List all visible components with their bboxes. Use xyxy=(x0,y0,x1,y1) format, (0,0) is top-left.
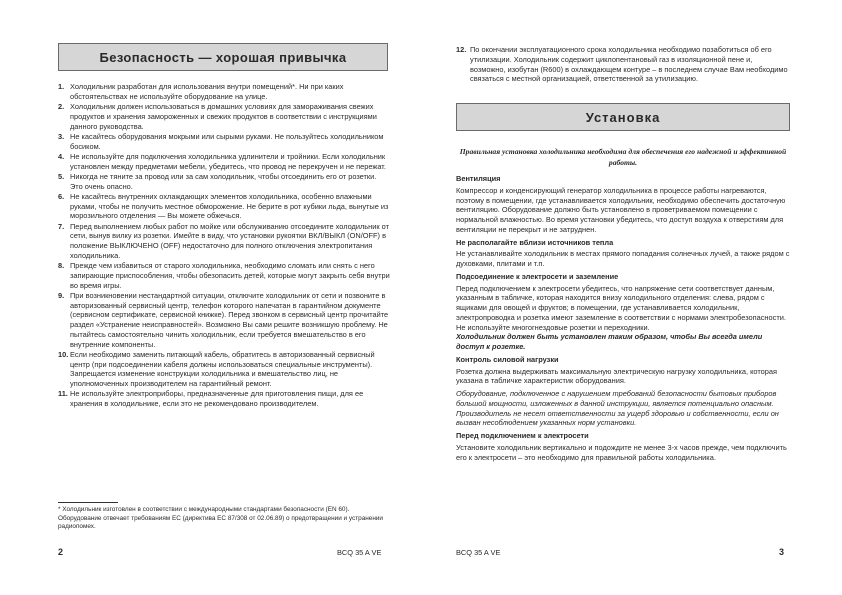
item-number: 2. xyxy=(58,102,65,111)
item-text: Не касайтесь внутренних охлаждающих элементов холодильника, особенно влажными руками, чтобы не получить местное обморожение. Не берите в рот кубики льда, вынутые из морозильного отделения — Вы можете обжечься. xyxy=(70,191,389,221)
safety-item-10 xyxy=(58,350,390,389)
section-text: Компрессор и конденсирующий генератор холодильника в процессе работы нагреваются, поэтому в помещении, где устанавливается холодильник, необходимо обеспечить достаточную вентиляцию. Оборудование должно быть установлено в проветриваемом помещении с нормальной влажностью. Во время установки убедитесь, что доступ воздуха к отверстиям для вентиляции не перекрыт и не затруднен. xyxy=(456,185,786,234)
section-power-load xyxy=(456,355,790,428)
item-number: 9. xyxy=(58,290,65,300)
footnote-divider xyxy=(58,502,118,503)
safety-item-1 xyxy=(58,82,390,102)
page-number: 3 xyxy=(779,547,785,557)
section-heading: Контроль силовой нагрузки xyxy=(456,354,559,364)
item-text: Холодильник должен использоваться в домашних условиях для замораживания свежих продуктов и хранения замороженных и свежих продуктов в соответствии с инструкциями данного руководства. xyxy=(70,102,377,131)
item-number: 11. xyxy=(58,389,68,399)
safety-list-continued xyxy=(456,45,788,85)
section-heat-sources xyxy=(456,238,790,269)
page-number: 2 xyxy=(58,547,64,557)
item-number: 3. xyxy=(58,131,65,141)
safety-item-7 xyxy=(58,222,390,261)
model-label: BCQ 35 A VE xyxy=(456,548,501,557)
installation-sections xyxy=(456,174,790,465)
item-text: При возникновении нестандартной ситуации, отключите холодильник от сети и позвоните в авторизованный сервисный центр, телефон которого напечатан в гарантийном документе (сервисном сертификате, сервисной книжке). Перед звонком в сервисный центр прочитайте раздел «Устранение неисправностей». Возможно Вы сами решите возникшую проблему. Не пытайтесь самостоятельно чинить холодильник, если требуется вмешательство в его внутренние компоненты. xyxy=(70,290,389,349)
section-warning: Оборудование, подключенное с нарушением требований безопасности бытовых приборов большой мощности, изложенных в данной инструкции, является потенциально опасным. Производитель не несет ответственности за ущерб здоровью и собственности, если он вызван несоблюдением указанных норм установки. xyxy=(456,389,779,428)
item-text: Не используйте электроприборы, предназначенные для приготовления пищи, для ее хранения в холодильнике, если это не рекомендовано производителем. xyxy=(70,389,364,408)
section-text: Установите холодильник вертикально и подождите не менее 3-х часов прежде, чем подключить его к электросети – это необходимо для правильной работы холодильника. xyxy=(456,442,787,462)
section-heading: Перед подключением к электросети xyxy=(456,431,589,440)
section-before-connection xyxy=(456,431,790,462)
item-number: 10. xyxy=(58,349,69,359)
section-heading: Подсоединение к электросети и заземление xyxy=(456,271,619,281)
section-emphasis: Холодильник должен быть установлен таким образом, чтобы Вы всегда имели доступ к розетке. xyxy=(456,332,763,351)
safety-item-3 xyxy=(58,132,390,152)
right-page xyxy=(421,0,842,595)
item-number: 4. xyxy=(58,151,65,161)
safety-title: Безопасность — хорошая привычка xyxy=(58,43,388,71)
safety-item-4 xyxy=(58,152,390,172)
safety-item-2 xyxy=(58,102,390,131)
safety-item-5 xyxy=(58,172,390,192)
safety-list xyxy=(58,82,390,409)
item-text: По окончании эксплуатационного срока холодильника необходимо позаботиться об его утилизации. Холодильник содержит циклопентановый газ в изоляционной пене и, возможно, изобутан (R600) в охлаждающем контуре – в последнем случае Вам необходимо связаться с местной организацией, ответственной за утилизацию. xyxy=(470,45,788,84)
safety-item-11 xyxy=(58,389,390,409)
section-text: Розетка должна выдерживать максимальную электрическую нагрузку холодильника, которая указана в табличке характеристик оборудования. xyxy=(456,366,778,386)
safety-item-8 xyxy=(58,261,390,290)
item-text: Не касайтесь оборудования мокрыми или сырыми руками. Не пользуйтесь холодильником босиком. xyxy=(70,131,384,151)
item-text: Не используйте для подключения холодильника удлинители и тройники. Если холодильник установлен между предметами мебели, убедитесь, что провод не перекручен и не пережат. xyxy=(70,151,386,171)
safety-item-12 xyxy=(456,45,788,84)
section-electric-connection xyxy=(456,272,790,352)
section-text: Не устанавливайте холодильник в местах прямого попадания солнечных лучей, а также рядом с духовками, плитами и т.п. xyxy=(456,249,790,268)
item-number: 5. xyxy=(58,171,65,181)
installation-title: Установка xyxy=(456,103,790,131)
item-number: 12. xyxy=(456,45,467,54)
item-text: Если необходимо заменить питающий кабель, обратитесь в авторизованный сервисный центр (при подсоединении кабеля должны использоваться специальные инструменты). Запрещается изменение конструкции холодильника и вмешательство лиц, не уполномоченных производителем на гарантийный ремонт. xyxy=(70,349,375,388)
item-number: 1. xyxy=(58,82,65,91)
item-number: 8. xyxy=(58,261,65,270)
item-number: 6. xyxy=(58,191,65,201)
item-number: 7. xyxy=(58,221,65,231)
section-ventilation xyxy=(456,174,790,235)
section-text: Перед подключением к электросети убедитесь, что напряжение сети соответствует данным, указанным в табличке, которая находится внизу холодильного отделения: слева, рядом с ящиками для овощей и фруктов; в помещении, где устанавливается холодильник, электропроводка и розетка имеют заземление в соответствии с нормами электробезопасности. Не используйте многогнездовые розетки и переходники. xyxy=(456,283,786,332)
section-heading: Не располагайте вблизи источников тепла xyxy=(456,237,614,247)
installation-intro: Правильная установка холодильника необходима для обеспечения его надежной и эффективной работы. xyxy=(459,147,787,167)
model-label: BCQ 35 A VE xyxy=(337,548,382,557)
safety-item-9 xyxy=(58,291,390,350)
item-text: Перед выполнением любых работ по мойке или обслуживанию отсоедините холодильник от сети, вынув вилку из розетки. Имейте в виду, что установки рукоятки ВКЛ/ВЫКЛ (ON/OFF) в положение ВЫКЛЮЧЕНО (OFF) недостаточно для полного отключения электропитания холодильника. xyxy=(70,221,389,260)
safety-item-6 xyxy=(58,192,390,221)
section-heading: Вентиляция xyxy=(456,174,501,183)
footnote: * Холодильник изготовлен в соответствии с международными стандартами безопасности (EN 60). Оборудование отвечает требованиям ЕС (директива ЕС 87/308 от 02.06.89) о предотвращении и устранении радиопомех. xyxy=(58,506,383,530)
item-text: Прежде чем избавиться от старого холодильника, необходимо сломать или снять с него запирающие приспособления, чтобы обезопасить детей, которые могут закрыть себя внутри во время игры. xyxy=(70,261,390,290)
item-text: Никогда не тяните за провод или за сам холодильник, чтобы отсоединить его от розетки. Это очень опасно. xyxy=(70,171,377,191)
item-text: Холодильник разработан для использования внутри помещений*. Ни при каких обстоятельствах не используйте оборудование на улице. xyxy=(70,82,344,101)
